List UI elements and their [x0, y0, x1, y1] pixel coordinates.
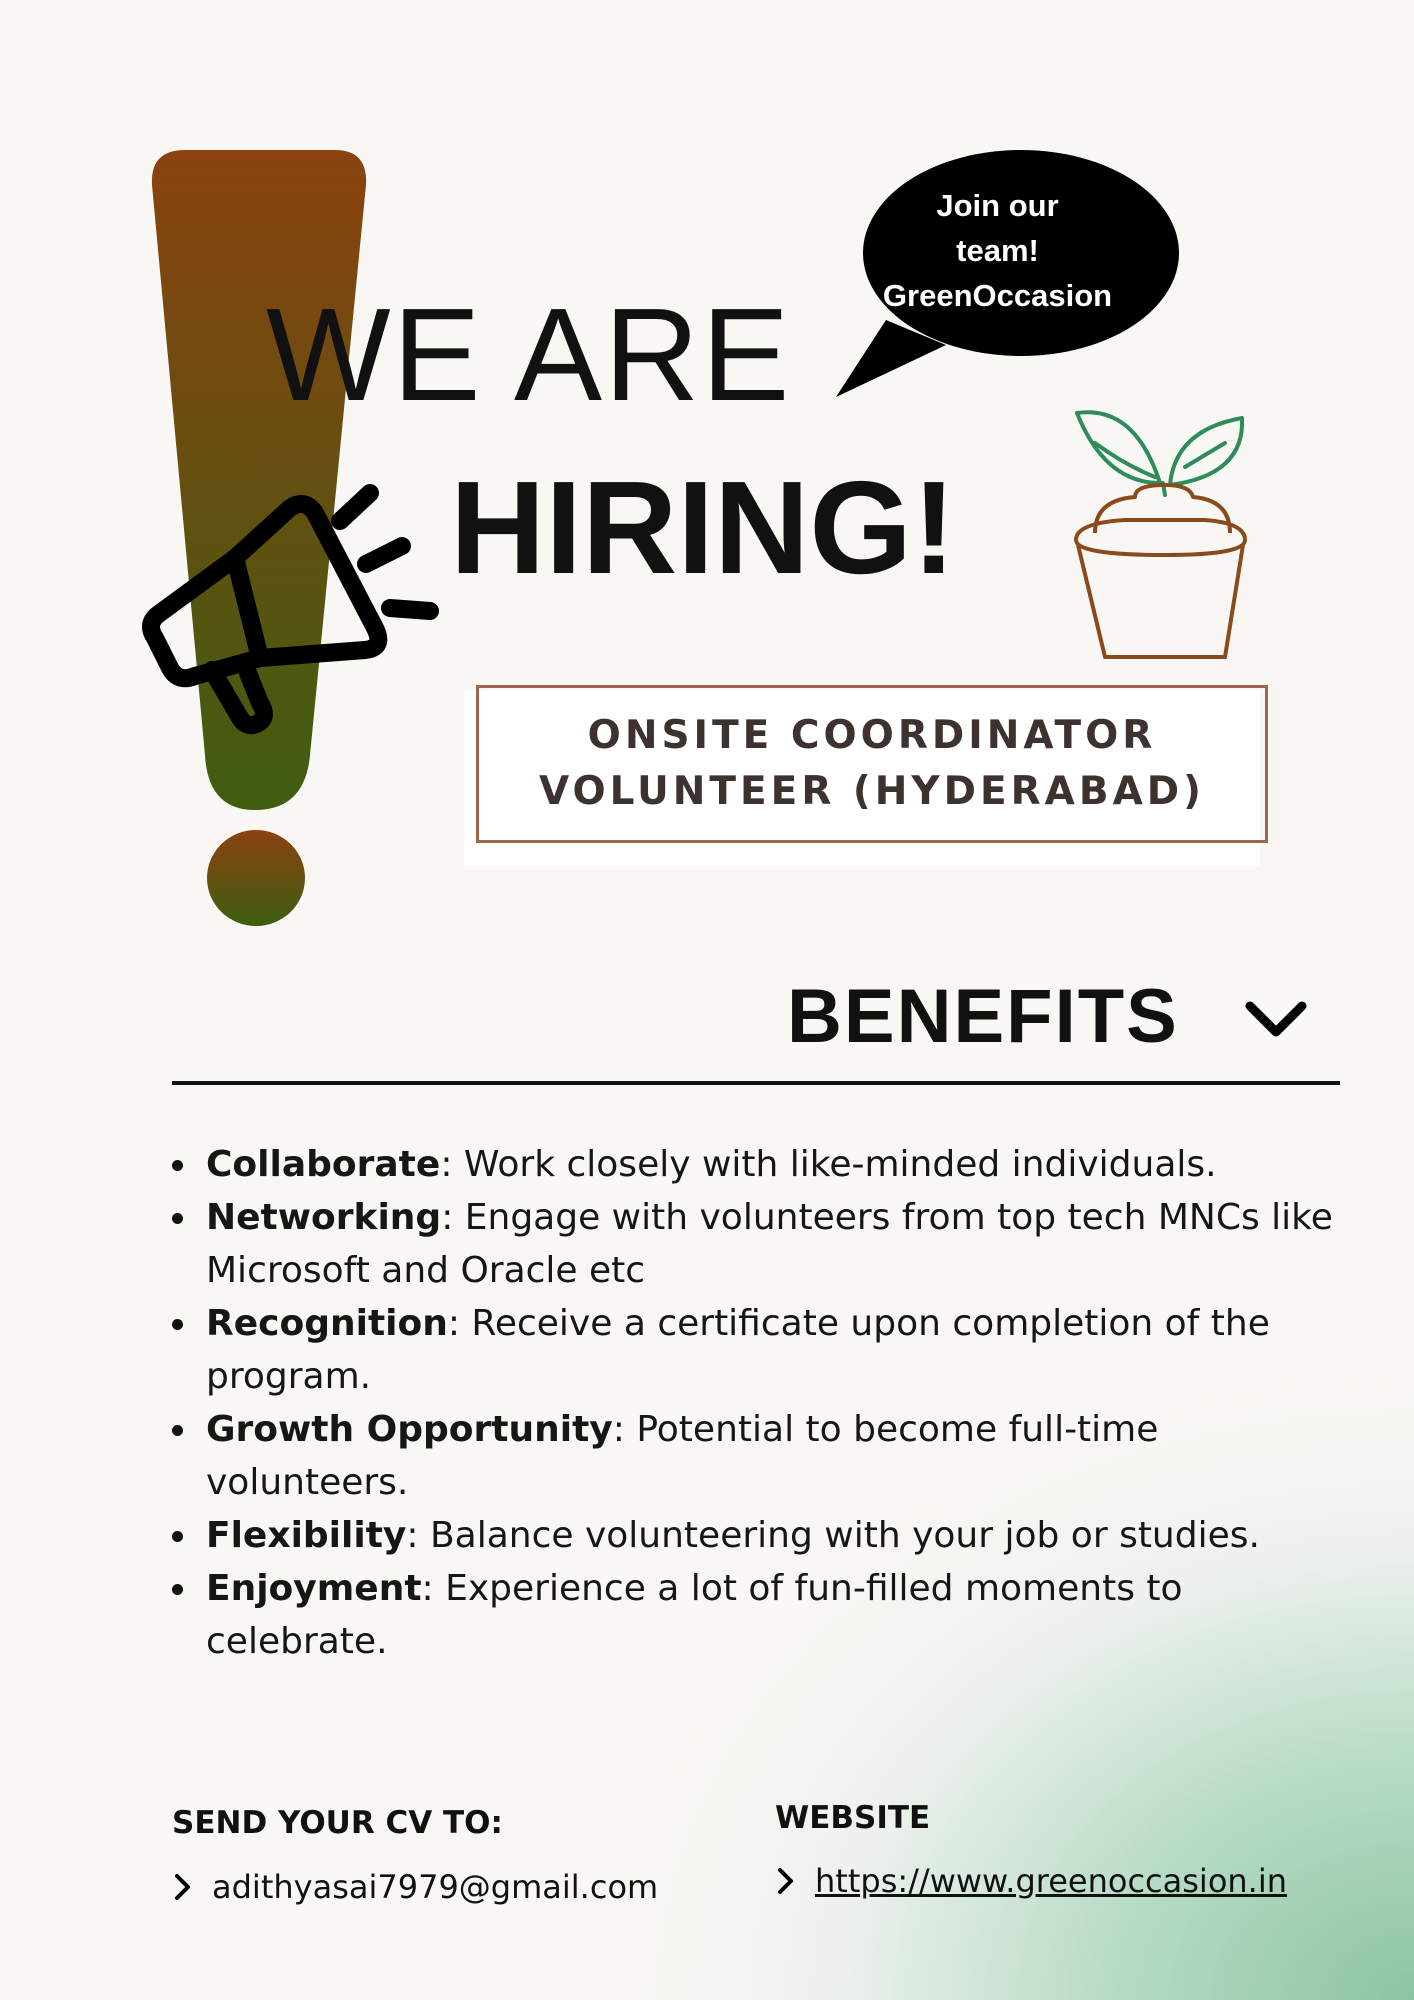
benefit-term: Growth Opportunity: [206, 1409, 613, 1450]
bubble-text: [850, 183, 1145, 318]
benefit-text: : Balance volunteering with your job or studies.: [406, 1515, 1260, 1556]
list-item: [170, 1562, 1370, 1668]
benefit-text: : Work closely with like-minded individuals.: [440, 1144, 1217, 1185]
list-item: [170, 1403, 1370, 1509]
benefit-term: Collaborate: [206, 1144, 441, 1185]
list-item: [170, 1297, 1370, 1403]
headline-we-are: WE ARE: [266, 281, 792, 428]
benefit-term: Networking: [206, 1197, 442, 1238]
bubble-line: GreenOccasion: [882, 278, 1113, 313]
chevron-right-icon: [775, 1866, 797, 1896]
plant-pot-icon: [1065, 405, 1265, 665]
chevron-right-icon: [172, 1872, 194, 1902]
benefit-text: : Engage with volunteers from top tech MNCs like Microsoft and Oracle etc: [206, 1197, 1333, 1291]
megaphone-icon: [140, 478, 440, 738]
website-link[interactable]: https://www.greenoccasion.in: [815, 1862, 1288, 1900]
list-item: [170, 1138, 1370, 1191]
benefit-term: Flexibility: [206, 1515, 407, 1556]
website-heading: WEBSITE: [775, 1800, 931, 1836]
list-item: [170, 1191, 1370, 1297]
benefit-term: Enjoyment: [206, 1568, 422, 1609]
bubble-line: Join our: [936, 188, 1059, 223]
list-item: [170, 1509, 1370, 1562]
email-row: [172, 1868, 658, 1906]
website-row: [775, 1862, 1287, 1900]
benefit-text: : Experience a lot of fun-filled moments to celebrate.: [206, 1568, 1183, 1662]
role-line: VOLUNTEER (HYDERABAD): [539, 769, 1205, 814]
chevron-down-icon: [1244, 998, 1308, 1042]
cv-heading: SEND YOUR CV TO:: [172, 1805, 503, 1841]
role-line: ONSITE COORDINATOR: [587, 713, 1157, 758]
benefit-term: Recognition: [206, 1303, 448, 1344]
divider: [172, 1081, 1340, 1085]
bubble-line: team!: [956, 233, 1039, 268]
exclamation-dot: [207, 830, 305, 926]
benefits-heading: BENEFITS: [787, 974, 1179, 1059]
benefit-text: : Receive a certificate upon completion of the program.: [206, 1303, 1270, 1397]
role-title-box: [476, 685, 1268, 843]
email-address[interactable]: adithyasai7979@gmail.com: [212, 1868, 659, 1906]
benefits-list: [170, 1138, 1370, 1668]
benefit-text: : Potential to become full-time volunteers.: [206, 1409, 1159, 1503]
headline-hiring: HIRING!: [450, 454, 956, 601]
